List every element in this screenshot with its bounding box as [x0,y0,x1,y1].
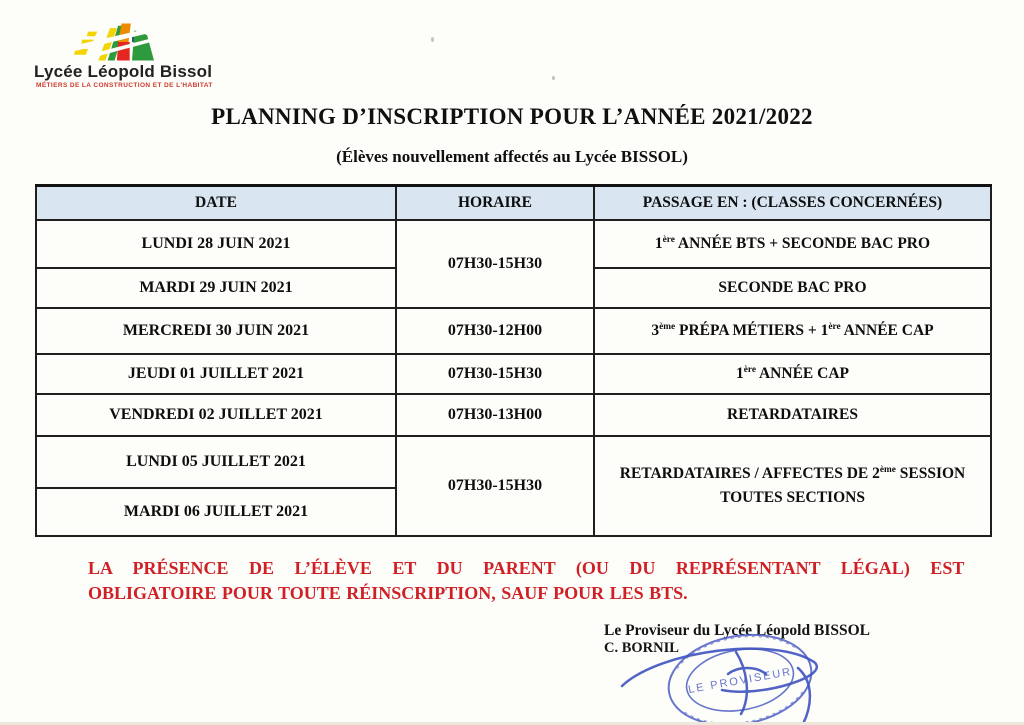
scan-speck [552,76,555,80]
passage-cell: RETARDATAIRES [594,394,991,436]
passage-text: SESSION TOUTES SECTIONS [720,464,966,506]
page-title: PLANNING D’INSCRIPTION POUR L’ANNÉE 2021/2022 [211,104,813,129]
table-row [36,220,991,268]
notice-line-2: OBLIGATOIRE POUR TOUTE RÉINSCRIPTION, SAUF POUR LES BTS. [88,583,688,603]
table-row [36,394,991,436]
table-header-row [36,186,991,221]
horaire-cell: 07H30-13H00 [396,394,594,436]
date-cell: VENDREDI 02 JUILLET 2021 [36,394,396,436]
passage-superscript: ème [659,321,676,332]
horaire-cell: 07H30-15H30 [396,220,594,308]
column-header-horaire: HORAIRE [396,186,594,221]
page-subtitle: (Élèves nouvellement affectés au Lycée BISSOL) [336,147,688,166]
scan-speck [431,37,434,42]
passage-superscript: ère [662,234,675,245]
horaire-cell: 07H30-12H00 [396,308,594,354]
passage-cell: SECONDE BAC PRO [594,268,991,308]
signature-role: Le Proviseur du Lycée Léopold BISSOL [604,622,870,639]
date-cell: LUNDI 05 JUILLET 2021 [36,436,396,488]
column-header-date: DATE [36,186,396,221]
passage-cell [594,354,991,394]
signature-name: C. BORNIL [604,640,679,656]
school-name: Lycée Léopold Bissol [34,62,213,81]
school-tagline: MÉTIERS DE LA CONSTRUCTION ET DE L'HABITAT [36,82,213,89]
passage-superscript: ère [828,321,841,332]
horaire-cell: 07H30-15H30 [396,354,594,394]
passage-text: ANNÉE CAP [840,321,934,339]
date-cell: LUNDI 28 JUIN 2021 [36,220,396,268]
stamp-text: LE PROVISEUR [687,665,794,697]
date-cell: JEUDI 01 JUILLET 2021 [36,354,396,394]
table-row [36,308,991,354]
passage-text: ANNÉE BTS + SECONDE BAC PRO [674,234,931,252]
passage-text: ANNÉE CAP [755,364,849,382]
passage-text: PRÉPA MÉTIERS + 1 [675,321,829,339]
column-header-passage: PASSAGE EN : (CLASSES CONCERNÉES) [594,186,991,221]
passage-cell [594,308,991,354]
passage-text: RETARDATAIRES / AFFECTES DE 2 [619,464,880,482]
notice-line-1: LA PRÉSENCE DE L’ÉLÈVE ET DU PARENT (OU DU REPRÉSENTANT LÉGAL) EST [88,558,965,578]
date-cell: MERCREDI 30 JUIN 2021 [36,308,396,354]
passage-text: 1 [736,364,744,382]
passage-text: 3 [651,321,660,339]
horaire-cell: 07H30-15H30 [396,436,594,536]
school-logo-icon [72,20,192,64]
passage-text: 1 [654,234,663,252]
table-row [36,436,991,488]
planning-table [35,184,992,537]
mandatory-presence-notice [88,556,965,606]
table-row [36,354,991,394]
passage-superscript: ème [879,464,896,475]
passage-cell [594,436,991,536]
date-cell: MARDI 06 JUILLET 2021 [36,488,396,536]
date-cell: MARDI 29 JUIN 2021 [36,268,396,308]
principal-stamp-and-signature [600,628,900,725]
passage-superscript: ère [743,364,756,375]
passage-cell [594,220,991,268]
